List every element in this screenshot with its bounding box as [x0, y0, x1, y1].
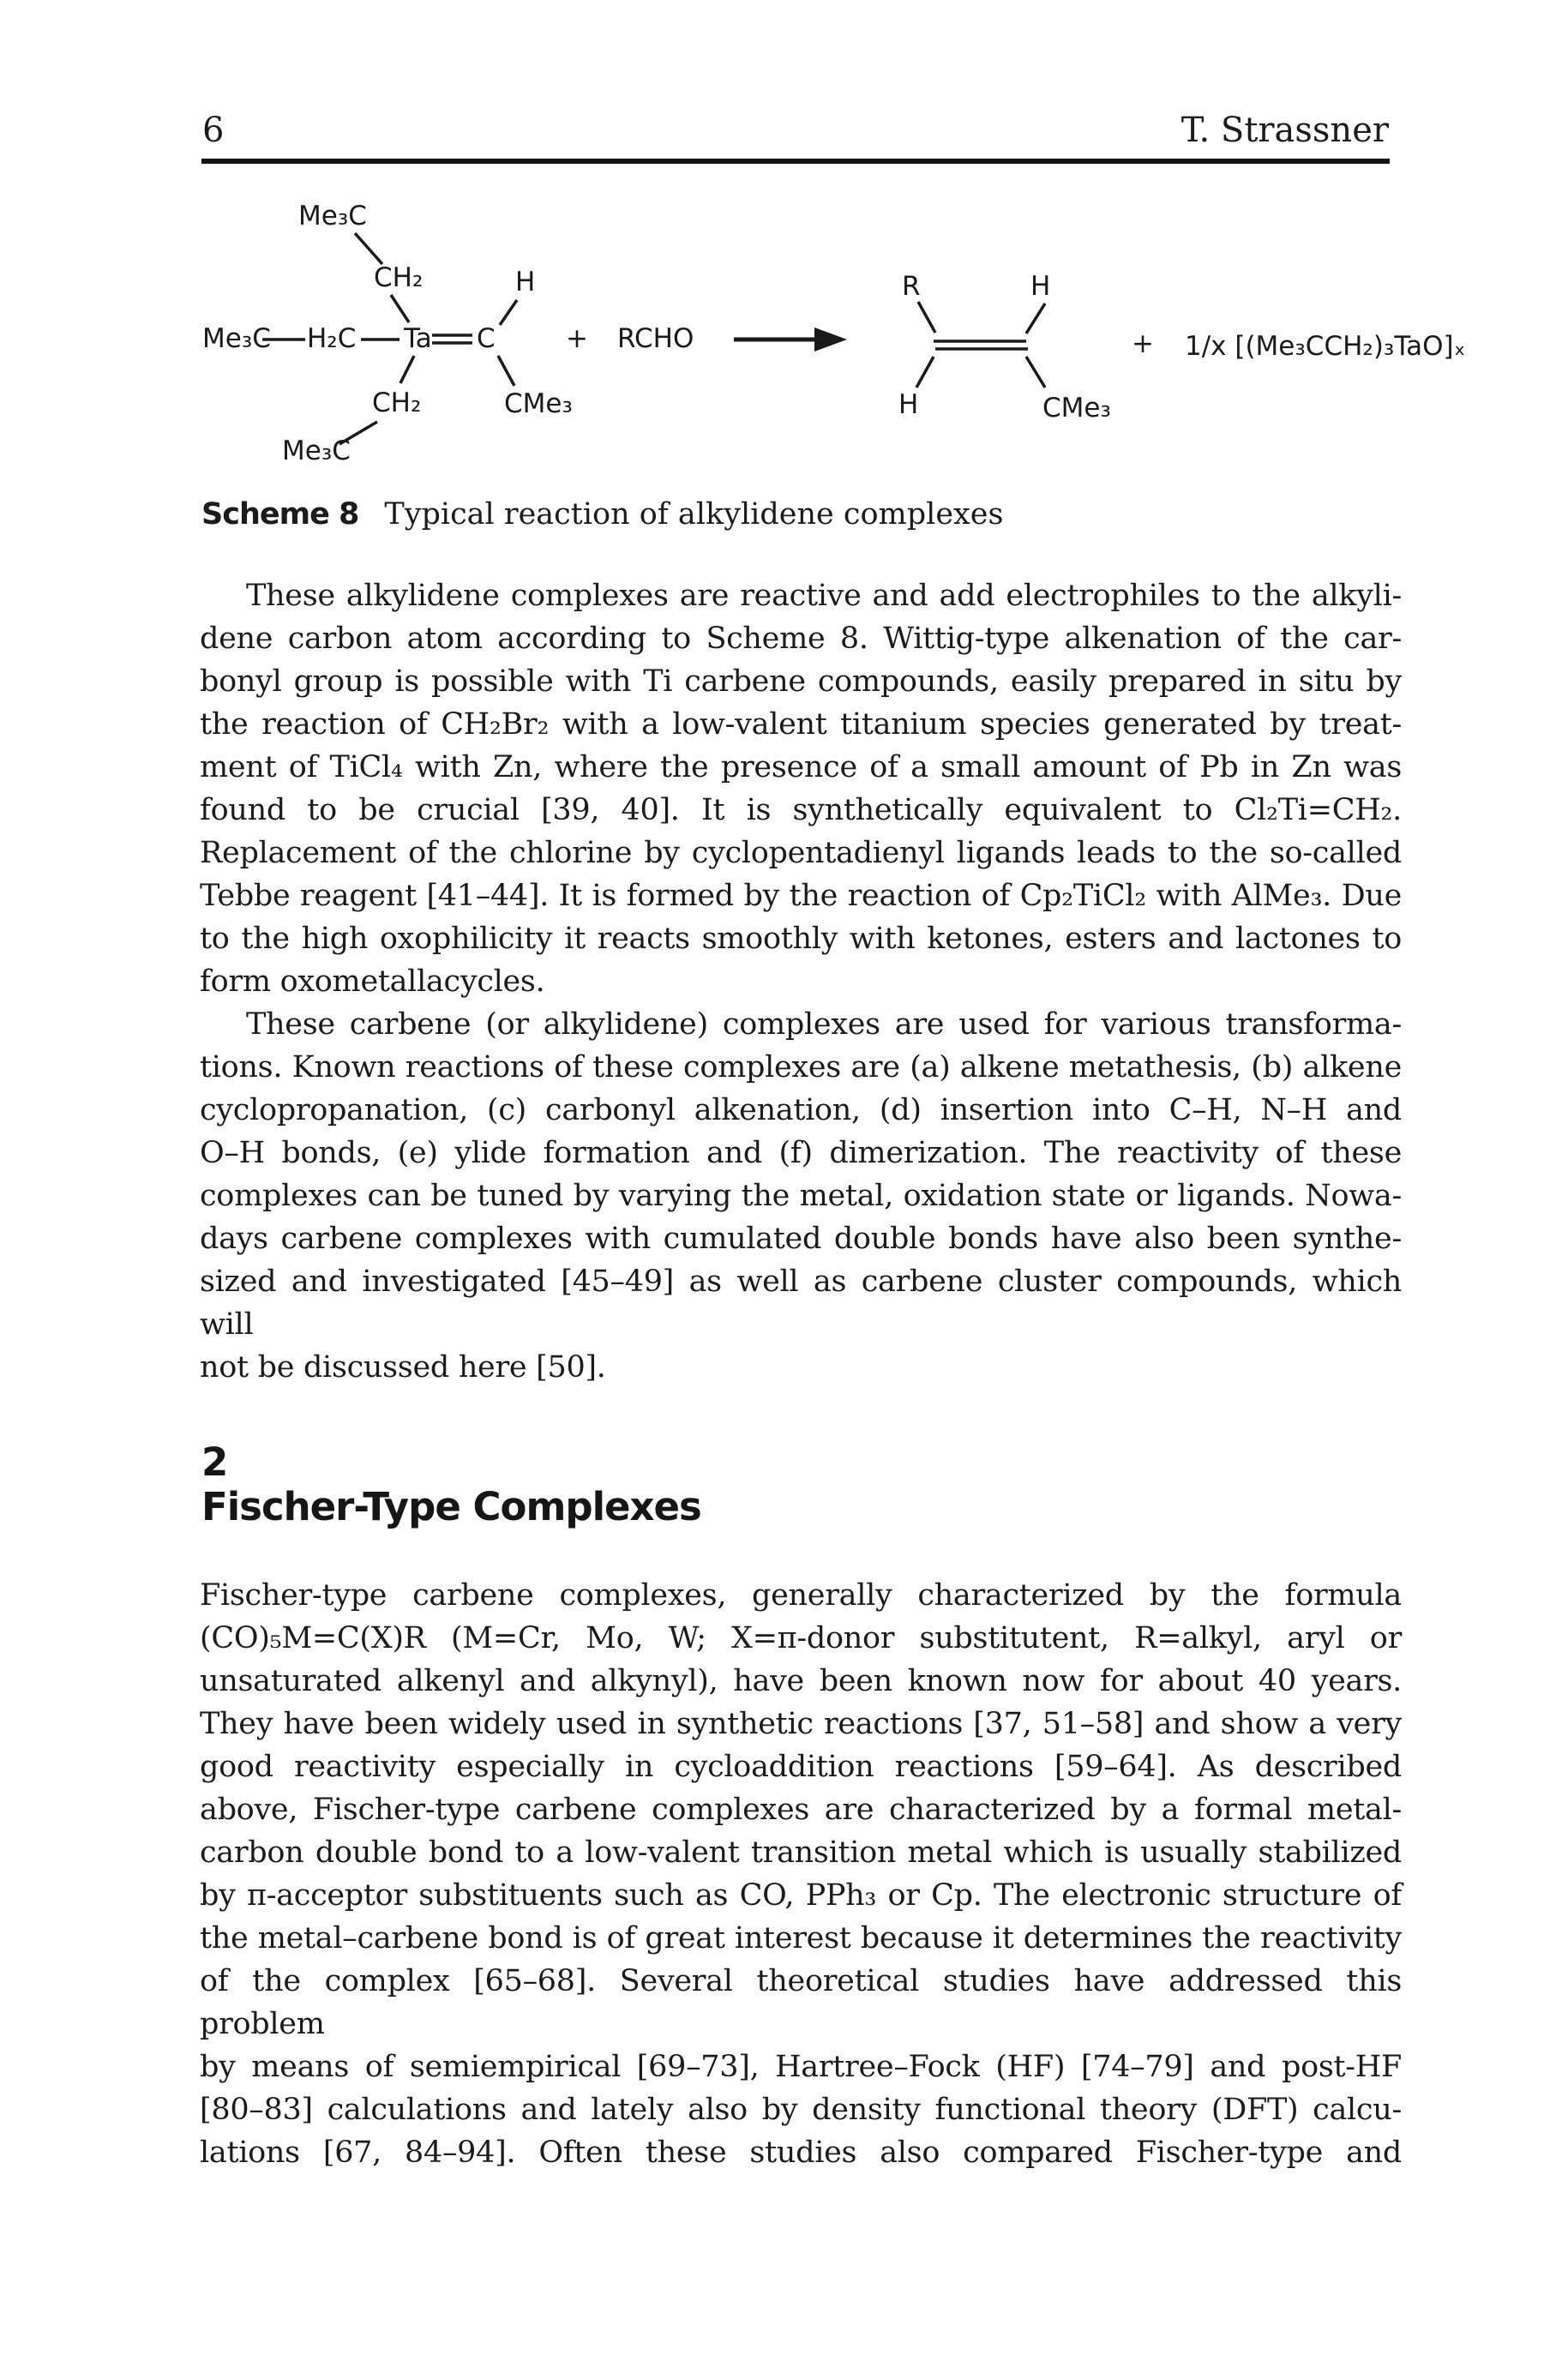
- label-cme3-right: CMe₃: [504, 388, 573, 419]
- label-ta: Ta: [404, 323, 432, 354]
- page-number: 6: [202, 111, 225, 150]
- reaction-arrow: [734, 327, 847, 351]
- label-ch2-bottom: CH₂: [372, 387, 422, 418]
- text-line: cyclopropanation, (c) carbonyl alkenation, (d) insertion into C–H, N–H and: [200, 1093, 1402, 1127]
- text-line: of the complex [65–68]. Several theoretical studies have addressed this problem: [200, 1964, 1402, 2041]
- text-line: above, Fischer-type carbene complexes are characterized by a formal metal-: [200, 1793, 1402, 1827]
- label-product-h-bottom: H: [898, 389, 919, 420]
- text-line: form oxometallacycles.: [200, 964, 545, 999]
- label-product-r: R: [902, 271, 921, 302]
- text-line: days carbene complexes with cumulated double bonds have also been synthe-: [200, 1222, 1402, 1256]
- label-plus-1: +: [566, 323, 588, 354]
- text-line: carbon double bond to a low-valent transition metal which is usually stabilized: [200, 1835, 1402, 1870]
- text-line: lations [67, 84–94]. Often these studies also compared Fischer-type and: [200, 2136, 1402, 2170]
- text-line: dene carbon atom according to Scheme 8. Wittig-type alkenation of the car-: [200, 622, 1402, 656]
- text-line: tions. Known reactions of these complexes are (a) alkene metathesis, (b) alkene: [200, 1050, 1402, 1084]
- text-line: good reactivity especially in cycloaddition reactions [59–64]. As described: [200, 1750, 1402, 1784]
- text-line: They have been widely used in synthetic reactions [37, 51–58] and show a very: [200, 1707, 1402, 1741]
- section-heading: [201, 1440, 701, 1529]
- label-plus-2: +: [1132, 328, 1154, 359]
- paragraph-1: [200, 574, 1402, 1003]
- label-aldehyde: RCHO: [617, 323, 694, 354]
- label-carbene-c: C: [477, 323, 496, 354]
- text-line: not be discussed here [50].: [200, 1350, 606, 1385]
- text-line: the reaction of CH₂Br₂ with a low-valent titanium species generated by treat-: [200, 707, 1402, 742]
- text-line: These carbene (or alkylidene) complexes are used for various transforma-: [246, 1007, 1402, 1042]
- label-me3c-bottom: Me₃C: [282, 436, 351, 466]
- text-line: (CO)₅M=C(X)R (M=Cr, Mo, W; X=π-donor substitutent, R=alkyl, aryl or: [200, 1621, 1402, 1655]
- text-column: [200, 1574, 1402, 2174]
- text-line: unsaturated alkenyl and alkynyl), have been known now for about 40 years.: [200, 1664, 1402, 1698]
- label-h2c-left: H₂C: [307, 323, 357, 354]
- text-line: ment of TiCl₄ with Zn, where the presence of a small amount of Pb in Zn was: [200, 750, 1402, 784]
- label-product-h-top: H: [1030, 271, 1051, 302]
- label-me3c-top: Me₃C: [298, 201, 367, 231]
- text-line: These alkylidene complexes are reactive and add electrophiles to the alkyli-: [246, 579, 1402, 613]
- text-line: found to be crucial [39, 40]. It is synthetically equivalent to Cl₂Ti=CH₂.: [200, 793, 1402, 827]
- label-h-top: H: [515, 267, 536, 297]
- label-byproduct: 1/x [(Me₃CCH₂)₃TaO]ₓ: [1185, 331, 1466, 362]
- text-line: Tebbe reagent [41–44]. It is formed by the reaction of Cp₂TiCl₂ with AlMe₃. Due: [200, 879, 1402, 913]
- text-column: [200, 574, 1402, 1389]
- text-line: complexes can be tuned by varying the metal, oxidation state or ligands. Nowa-: [200, 1179, 1402, 1213]
- text-line: Replacement of the chlorine by cyclopentadienyl ligands leads to the so-called: [200, 836, 1402, 870]
- section-title: Fischer-Type Complexes: [201, 1484, 701, 1529]
- text-line: by means of semiempirical [69–73], Hartree–Fock (HF) [74–79] and post-HF: [200, 2050, 1402, 2084]
- running-head: T. Strassner: [1181, 111, 1389, 150]
- label-ch2-top: CH₂: [374, 262, 424, 293]
- text-line: to the high oxophilicity it reacts smoothly with ketones, esters and lactones to: [200, 922, 1402, 956]
- section-number: 2: [201, 1439, 228, 1485]
- scheme-caption-text: Typical reaction of alkylidene complexes: [384, 497, 1004, 532]
- text-line: by π-acceptor substituents such as CO, PPh₃ or Cp. The electronic structure of: [200, 1878, 1402, 1913]
- label-product-cme3: CMe₃: [1042, 393, 1111, 424]
- scheme-figure: [0, 0, 1568, 514]
- scheme-caption-label: Scheme 8: [201, 497, 359, 532]
- text-line: Fischer-type carbene complexes, generally characterized by the formula: [200, 1578, 1402, 1613]
- scheme-caption: [201, 496, 1402, 533]
- text-line: the metal–carbene bond is of great interest because it determines the reactivity: [200, 1921, 1402, 1955]
- text-line: bonyl group is possible with Ti carbene compounds, easily prepared in situ by: [200, 664, 1402, 699]
- label-me3c-left: Me₃C: [202, 323, 271, 354]
- text-line: sized and investigated [45–49] as well as carbene cluster compounds, which will: [200, 1265, 1402, 1342]
- paragraph-3: [200, 1574, 1402, 2174]
- text-line: O–H bonds, (e) ylide formation and (f) dimerization. The reactivity of these: [200, 1136, 1402, 1170]
- text-line: [80–83] calculations and lately also by density functional theory (DFT) calcu-: [200, 2093, 1402, 2127]
- paragraph-2: [200, 1003, 1402, 1389]
